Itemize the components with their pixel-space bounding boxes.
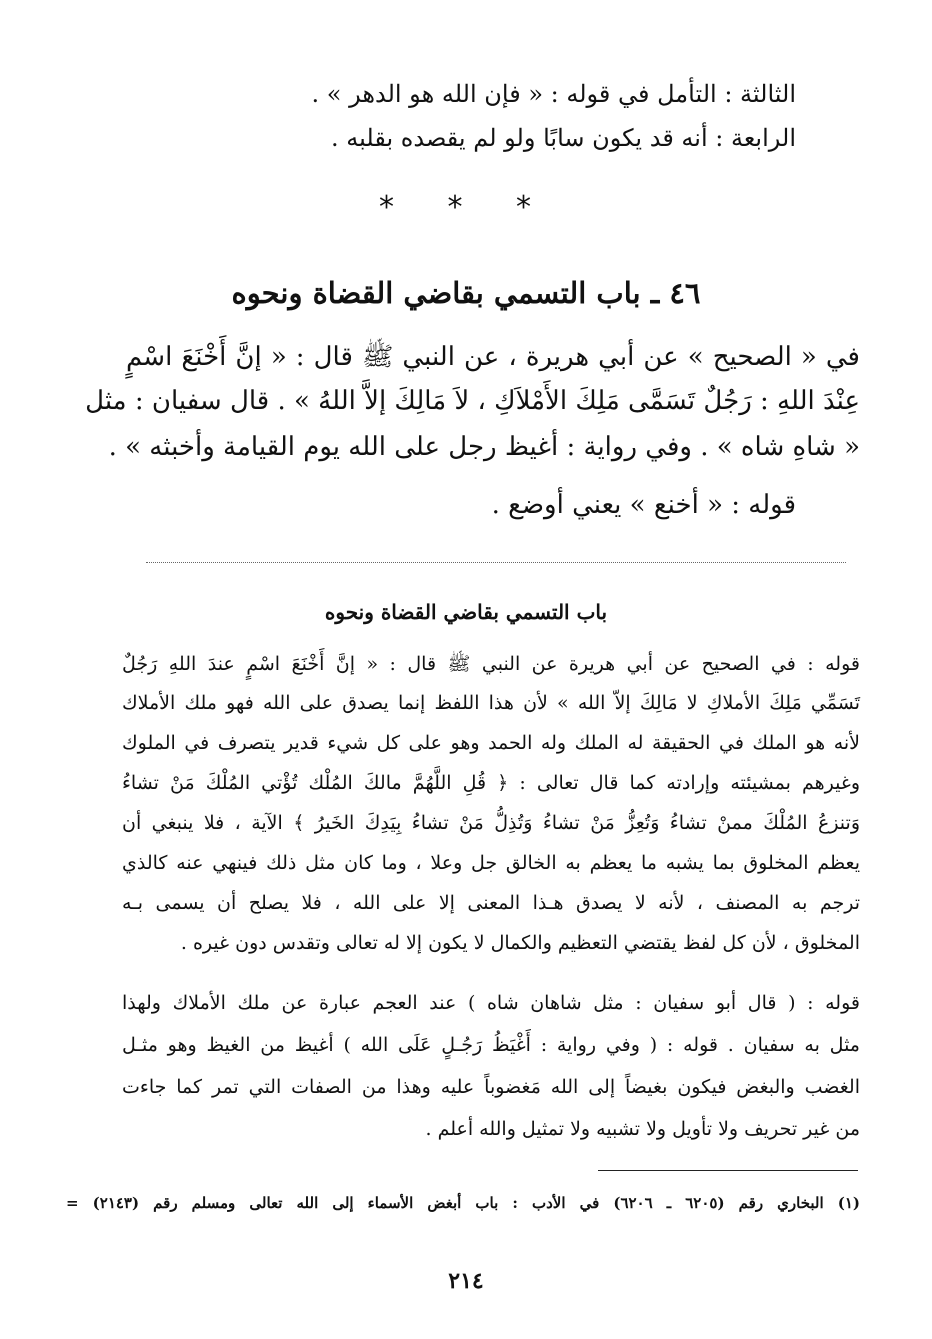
chapter-title: ٤٦ ـ باب التسمي بقاضي القضاة ونحوه	[231, 276, 701, 310]
commentary-p1-line-3: لأنه هو الملك في الحقيقة له الملك وله الحمد وهو على كل شيء قدير يتصرف في الملوك	[122, 732, 860, 754]
main-text-line-2: عِنْدَ اللهِ : رَجُلٌ تَسَمَّى مَلِكَ الأَمْلاَكِ ، لاَ مَالِكَ إلاَّ اللهُ » . قال سفيان : مثل	[85, 386, 860, 416]
top-line-4: الرابعة : أنه قد يكون سابًا ولو لم يقصده بقلبه .	[331, 124, 796, 152]
page-number: ٢١٤	[448, 1268, 484, 1294]
commentary-p2-line-2: مثل به سفيان . قوله : ( وفي رواية : أَغْيَظُ رَجُـلٍ عَلَى الله ) أغيظ من الغيظ وهو مثـل	[122, 1034, 860, 1056]
commentary-p1-line-2: تَسَمِّي مَلِكَ الأملاكِ لا مَالِكَ إلاّ الله » لأن هذا اللفظ إنما يصدق على الله فهو ملك الأملاك	[122, 692, 860, 714]
footnote: (١) البخاري رقم (٦٢٠٥ ـ ٦٢٠٦) في الأدب : باب أبغض الأسماء إلى الله تعالى ومسلم رقم (٢١٤٣) =	[66, 1194, 861, 1212]
commentary-p1-line-1: قوله : في الصحيح عن أبي هريرة عن النبي ﷺ قال : « إنَّ أَخْنَعَ اسْمٍ عندَ اللهِ رَجُلٌ	[122, 653, 860, 675]
commentary-p2-line-1: قوله : ( قال أبو سفيان : مثل شاهان شاه ) عند العجم عبارة عن ملك الأملاك ولهذا	[122, 992, 860, 1014]
commentary-p2-line-3: الغضب والبغض فيكون بغيضاً إلى الله مَغضوباً عليه وهذا من الصفات التي تمر كما جاءت	[122, 1076, 860, 1098]
main-text-line-3: « شاهِ شاه » . وفي رواية : أغيظ رجل على الله يوم القيامة وأخبثه » .	[108, 432, 860, 462]
main-text-line-4: قوله : « أخنع » يعني أوضع .	[491, 490, 796, 520]
commentary-p1-line-4: وغيرهم بمشيئته وإرادته كما قال تعالى : ﴿ قُلِ اللَّهُمَّ مالكَ المُلْك تُؤْتي المُلْكَ مَنْ تشاءُ	[122, 772, 860, 794]
dotted-divider	[146, 562, 846, 563]
commentary-p1-line-8: المخلوق ، لأن كل لفظ يقتضي التعظيم والكمال لا يكون إلا له تعالى وتقدس دون غيره .	[180, 932, 860, 954]
commentary-p1-line-6: يعظم المخلوق بما يشبه ما يعظم به الخالق جل وعلا ، وما كان مثل ذلك فينهي عنه كالذي	[122, 852, 860, 874]
main-text-line-1: في « الصحيح » عن أبي هريرة ، عن النبي ﷺ قال : « إنَّ أَخْنَعَ اسْمٍ	[126, 342, 860, 372]
section-separator: * * *	[378, 190, 554, 225]
footnote-rule	[598, 1170, 858, 1171]
commentary-p2-line-4: من غير تحريف ولا تأويل ولا تشبيه ولا تمثيل والله أعلم .	[425, 1118, 860, 1140]
top-line-3: الثالثة : التأمل في قوله : « فإن الله هو الدهر » .	[311, 80, 796, 108]
commentary-p1-line-7: ترجم به المصنف ، لأنه لا يصدق هـذا المعنى إلا على الله ، فلا يصلح أن يسمى بـه	[122, 892, 860, 914]
commentary-p1-line-5: وَتنزعُ المُلْكَ ممنْ تشاءُ وَتُعِزُّ مَنْ تشاءُ وَتُذِلُّ مَنْ تشاءُ بِيَدِكَ الخَيرُ ﴾ الآية ، فلا ينبغي أن	[122, 812, 860, 834]
commentary-title: باب التسمي بقاضي القضاة ونحوه	[324, 600, 608, 624]
